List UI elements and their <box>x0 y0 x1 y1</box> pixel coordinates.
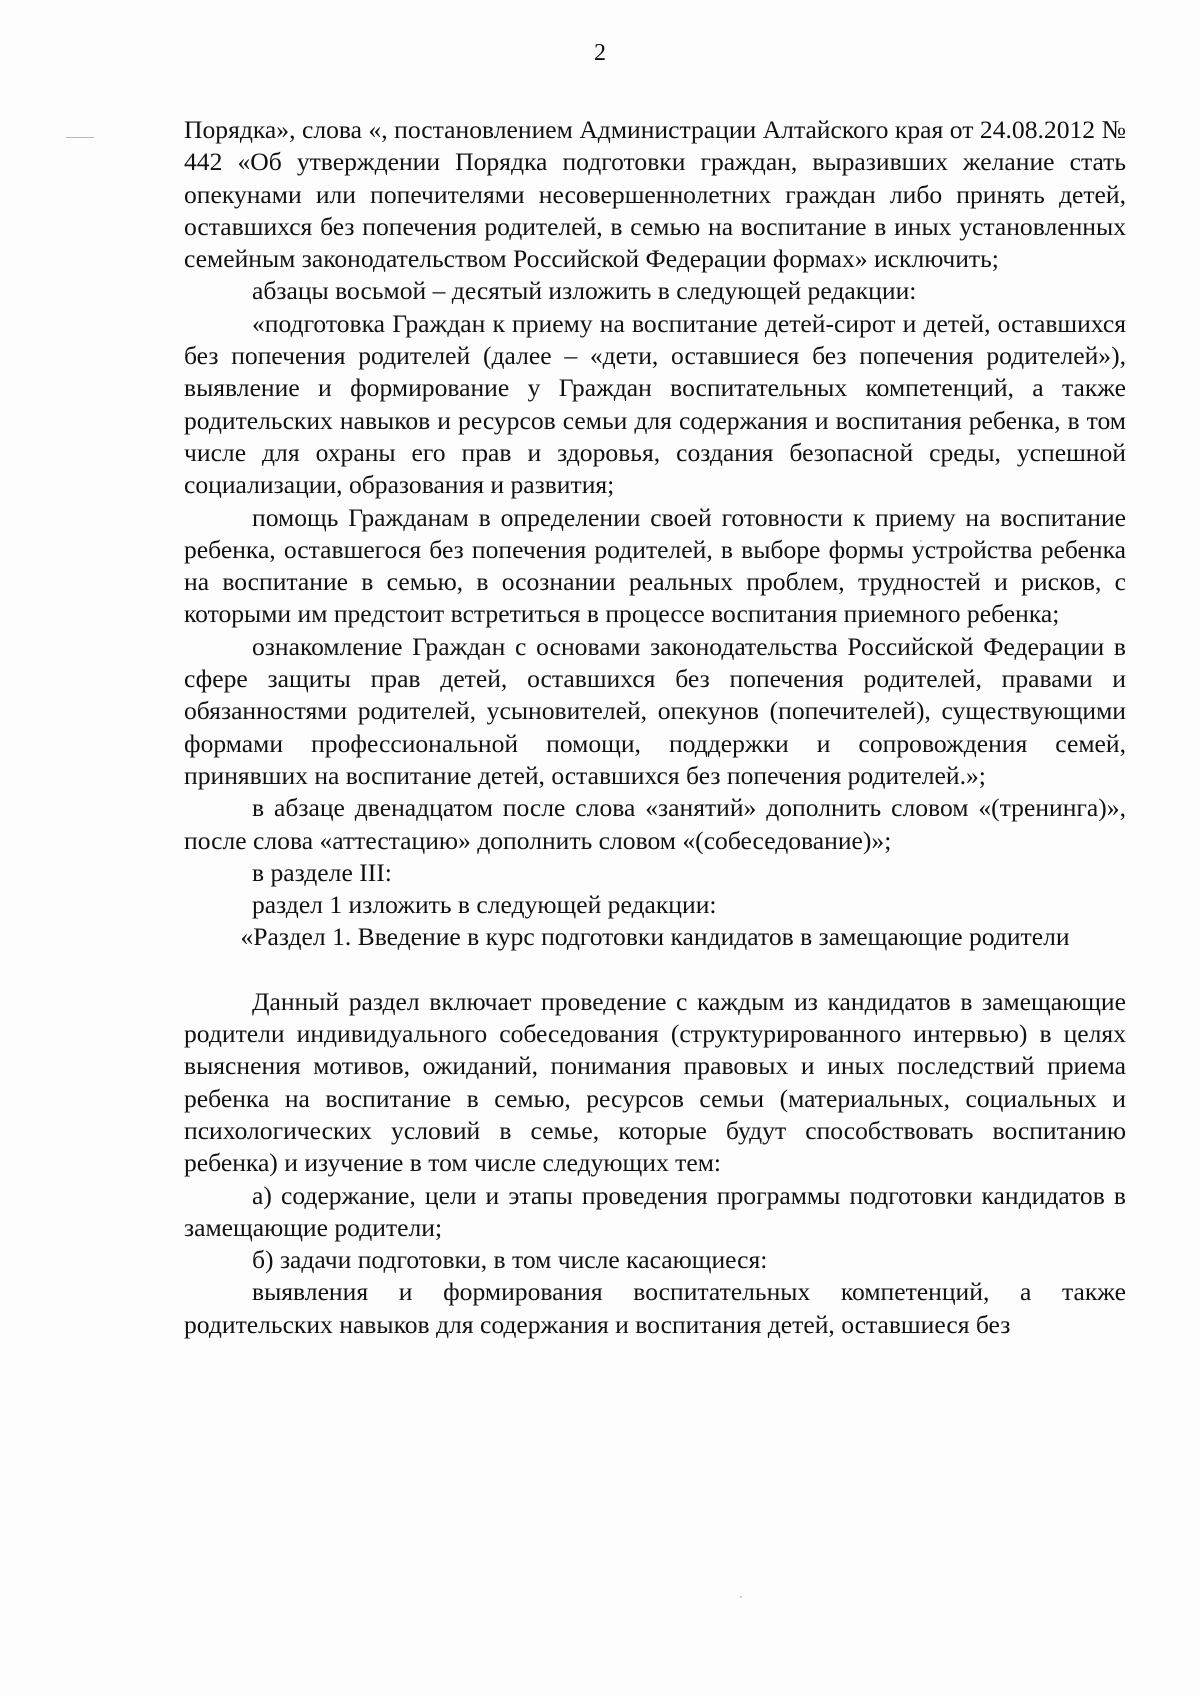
document-body <box>184 114 1126 1341</box>
paragraph: ознакомление Граждан с основами законодательства Российской Федерации в сфере защиты прав детей, оставшихся без попечения родителей, правами и обязанностями родителей, усыновителей, опекунов (попечителей), существующими формами профессиональной помощи, поддержки и сопровождения семей, принявших на воспитание детей, оставшихся без попечения родителей.»; <box>184 631 1126 790</box>
paragraph: раздел 1 изложить в следующей редакции: <box>252 890 717 920</box>
paragraph: абзацы восьмой – десятый изложить в следующей редакции: <box>252 276 917 306</box>
paragraph: в разделе III: <box>252 857 392 887</box>
paragraph: «подготовка Граждан к приему на воспитание детей-сирот и детей, оставшихся без попечения родителей (далее – «дети, оставшиеся без попечения родителей»), выявление и формирование у Граждан воспитательных компетенций, а также родительских навыков и ресурсов семьи для содержания и воспитания ребенка, в том числе для охраны его прав и здоровья, создания безопасной среды, успешной социализации, образования и развития; <box>184 308 1126 500</box>
paragraph: помощь Гражданам в определении своей готовности к приему на воспитание ребенка, оставшегося без попечения родителей, в выборе формы устройства ребенка на воспитание в семью, в осознании реальных проблем, трудностей и рисков, с которыми им предстоит встретиться в процессе воспитания приемного ребенка; <box>184 502 1126 629</box>
paragraph: б) задачи подготовки, в том числе касающиеся: <box>252 1245 768 1275</box>
paragraph: в абзаце двенадцатом после слова «занятий» дополнить словом «(тренинга)», после слова «аттестацию» дополнить словом «(собеседование)»; <box>184 793 1126 855</box>
heading-spacer <box>184 954 1126 986</box>
paragraph: выявления и формирования воспитательных компетенций, а также родительских навыков для содержания и воспитания детей, оставшиеся без <box>184 1277 1126 1339</box>
scan-artifact <box>66 137 94 138</box>
page-number: 2 <box>594 40 606 66</box>
section-heading: «Раздел 1. Введение в курс подготовки кандидатов в замещающие родители <box>240 922 1070 952</box>
paragraph: Порядка», слова «, постановлением Администрации Алтайского края от 24.08.2012 № 442 «Об утверждении Порядка подготовки граждан, выразивших желание стать опекунами или попечителями несовершеннолетних граждан либо принять детей, оставшихся без попечения родителей, в семью на воспитание в иных установленных семейным законодательством Российской Федерации формах» исключить; <box>184 115 1126 274</box>
paragraph: Данный раздел включает проведение с каждым из кандидатов в замещающие родители индивидуального собеседования (структурированного интервью) в целях выяснения мотивов, ожиданий, понимания правовых и иных последствий приема ребенка на воспитание в семью, ресурсов семьи (материальных, социальных и психологических условий в семье, которые будут способствовать воспитанию ребенка) и изучение в том числе следующих тем: <box>184 986 1126 1178</box>
paragraph: а) содержание, цели и этапы проведения программы подготовки кандидатов в замещающие родители; <box>184 1180 1126 1242</box>
scan-artifact-dot <box>740 1596 742 1598</box>
